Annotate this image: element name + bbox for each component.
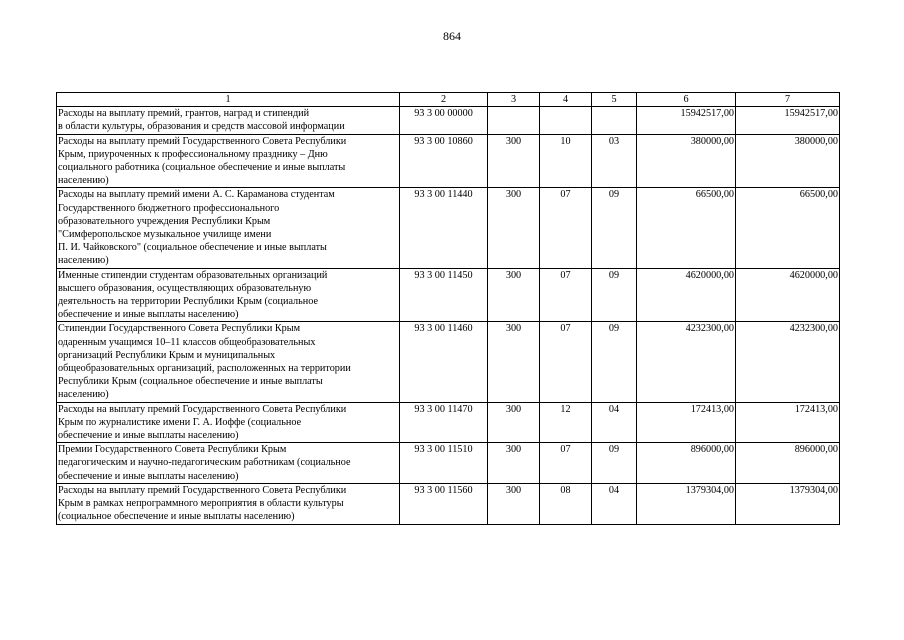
row-target-code: 93 3 00 11440 — [400, 188, 488, 268]
row-subsection — [592, 107, 637, 134]
row-amount-total: 4620000,00 — [736, 268, 840, 322]
row-amount-total: 4232300,00 — [736, 322, 840, 402]
description-line: Республики Крым (социальное обеспечение и иные выплаты — [58, 376, 323, 388]
header-col-7: 7 — [736, 93, 840, 107]
row-expense-type: 300 — [488, 188, 540, 268]
header-col-2: 2 — [400, 93, 488, 107]
row-section — [540, 107, 592, 134]
row-target-code: 93 3 00 11470 — [400, 402, 488, 443]
row-amount-approved: 66500,00 — [637, 188, 736, 268]
description-line: одаренным учащимся 10–11 классов общеобразовательных — [58, 336, 316, 348]
row-description — [57, 107, 400, 134]
row-description — [57, 443, 400, 484]
row-section: 10 — [540, 134, 592, 188]
description-line: Расходы на выплату премий имени А. С. Караманова студентам — [58, 189, 335, 201]
row-subsection: 04 — [592, 402, 637, 443]
table-row — [57, 134, 840, 188]
table-row — [57, 443, 840, 484]
row-subsection: 09 — [592, 268, 637, 322]
page-number: 864 — [443, 29, 461, 43]
row-amount-approved: 380000,00 — [637, 134, 736, 188]
header-col-4: 4 — [540, 93, 592, 107]
description-line: П. И. Чайковского" (социальное обеспечение и иные выплаты — [58, 242, 327, 254]
table-row — [57, 402, 840, 443]
table-row — [57, 188, 840, 268]
row-amount-approved: 15942517,00 — [637, 107, 736, 134]
row-amount-total: 1379304,00 — [736, 483, 840, 524]
row-description — [57, 188, 400, 268]
row-expense-type: 300 — [488, 443, 540, 484]
description-line: населению) — [58, 255, 109, 267]
row-amount-approved: 4232300,00 — [637, 322, 736, 402]
row-amount-approved: 172413,00 — [637, 402, 736, 443]
row-amount-total: 15942517,00 — [736, 107, 840, 134]
description-line: обеспечение и иные выплаты населению) — [58, 309, 239, 321]
row-target-code: 93 3 00 11510 — [400, 443, 488, 484]
description-line: Премии Государственного Совета Республики Крым — [58, 444, 287, 456]
header-col-1: 1 — [57, 93, 400, 107]
row-section: 12 — [540, 402, 592, 443]
row-description — [57, 483, 400, 524]
description-line: Расходы на выплату премий, грантов, наград и стипендий — [58, 108, 310, 120]
row-target-code: 93 3 00 11450 — [400, 268, 488, 322]
header-col-3: 3 — [488, 93, 540, 107]
table-row — [57, 483, 840, 524]
description-line: (социальное обеспечение и иные выплаты населению) — [58, 511, 295, 523]
description-line: Расходы на выплату премий Государственного Совета Республики — [58, 135, 347, 147]
row-expense-type: 300 — [488, 483, 540, 524]
row-section: 08 — [540, 483, 592, 524]
description-line: Стипендии Государственного Совета Республики Крым — [58, 323, 301, 335]
description-line: общеобразовательных организаций, расположенных на территории — [58, 363, 351, 375]
row-amount-approved: 896000,00 — [637, 443, 736, 484]
row-description — [57, 402, 400, 443]
description-line: Крым по журналистике имени Г. А. Иоффе (социальное — [58, 416, 302, 428]
row-amount-total: 896000,00 — [736, 443, 840, 484]
row-amount-approved: 1379304,00 — [637, 483, 736, 524]
description-line: Расходы на выплату премий Государственного Совета Республики — [58, 484, 347, 496]
row-subsection: 09 — [592, 322, 637, 402]
row-section: 07 — [540, 443, 592, 484]
row-amount-total: 172413,00 — [736, 402, 840, 443]
row-expense-type: 300 — [488, 322, 540, 402]
description-line: высшего образования, осуществляющих образовательную — [58, 282, 312, 294]
description-line: "Симферопольское музыкальное училище имени — [58, 229, 272, 241]
row-amount-approved: 4620000,00 — [637, 268, 736, 322]
row-description — [57, 134, 400, 188]
row-subsection: 09 — [592, 443, 637, 484]
table-row — [57, 268, 840, 322]
row-target-code: 93 3 00 11560 — [400, 483, 488, 524]
description-line: Крым в рамках непрограммного мероприятия в области культуры — [58, 498, 344, 510]
description-line: социального работника (социальное обеспечение и иные выплаты — [58, 162, 346, 174]
description-line: в области культуры, образования и средств массовой информации — [58, 121, 345, 133]
row-expense-type: 300 — [488, 402, 540, 443]
row-section: 07 — [540, 188, 592, 268]
row-section: 07 — [540, 268, 592, 322]
description-line: обеспечение и иные выплаты населению) — [58, 430, 239, 442]
description-line: обеспечение и иные выплаты населению) — [58, 470, 239, 482]
row-amount-total: 66500,00 — [736, 188, 840, 268]
row-target-code: 93 3 00 00000 — [400, 107, 488, 134]
table-row — [57, 107, 840, 134]
description-line: населению) — [58, 389, 109, 401]
row-description — [57, 322, 400, 402]
description-line: организаций Республики Крым и муниципальных — [58, 349, 276, 361]
row-amount-total: 380000,00 — [736, 134, 840, 188]
description-line: Крым, приуроченных к профессиональному празднику – Дню — [58, 148, 328, 160]
description-line: образовательного учреждения Республики Крым — [58, 215, 271, 227]
table-header-row — [57, 93, 840, 107]
header-col-6: 6 — [637, 93, 736, 107]
description-line: населению) — [58, 175, 109, 187]
budget-table — [56, 92, 840, 525]
row-subsection: 04 — [592, 483, 637, 524]
description-line: Именные стипендии студентам образовательных организаций — [58, 269, 328, 281]
row-subsection: 03 — [592, 134, 637, 188]
row-section: 07 — [540, 322, 592, 402]
header-col-5: 5 — [592, 93, 637, 107]
table-row — [57, 322, 840, 402]
description-line: Государственного бюджетного профессионального — [58, 202, 280, 214]
description-line: Расходы на выплату премий Государственного Совета Республики — [58, 403, 347, 415]
description-line: педагогическим и научно-педагогическим работникам (социальное — [58, 457, 351, 469]
row-expense-type — [488, 107, 540, 134]
description-line: деятельность на территории Республики Крым (социальное — [58, 296, 318, 308]
row-target-code: 93 3 00 10860 — [400, 134, 488, 188]
row-expense-type: 300 — [488, 268, 540, 322]
row-target-code: 93 3 00 11460 — [400, 322, 488, 402]
row-subsection: 09 — [592, 188, 637, 268]
row-description — [57, 268, 400, 322]
row-expense-type: 300 — [488, 134, 540, 188]
